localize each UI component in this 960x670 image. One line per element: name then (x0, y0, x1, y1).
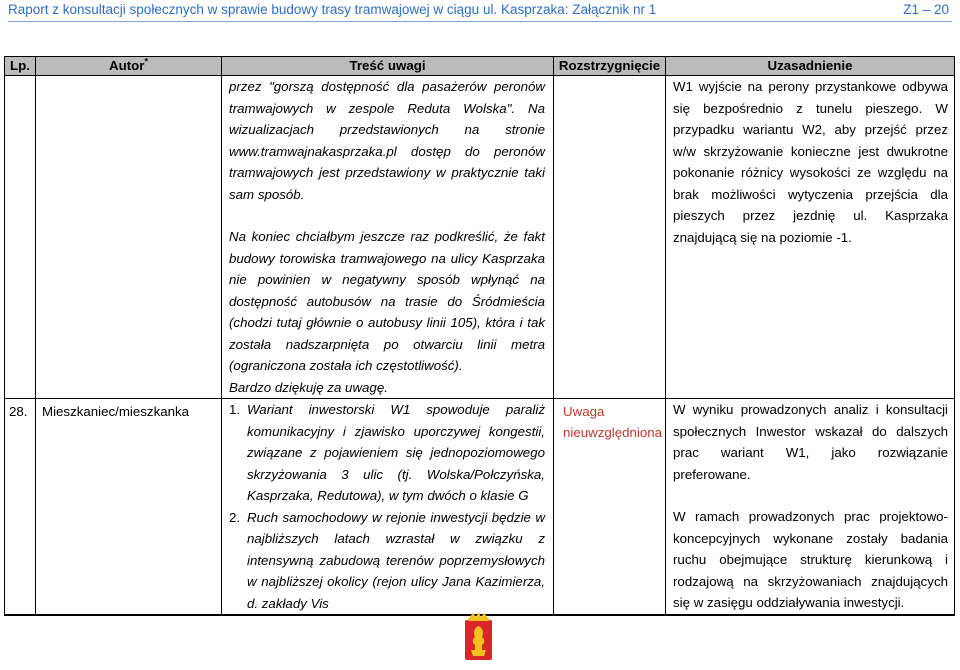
column-header-lp: Lp. (5, 57, 36, 76)
list-number: 1. (229, 402, 241, 417)
cell-autor (36, 76, 222, 399)
cell-autor: Mieszkaniec/mieszkanka (36, 399, 222, 616)
column-header-autor-label: Autor (109, 58, 145, 73)
column-header-tresc: Treść uwagi (222, 57, 554, 76)
comments-table (4, 56, 955, 616)
cell-uzasadnienie (666, 76, 955, 399)
uzasadnienie-paragraph: W wyniku prowadzonych analiz i konsultacji społecznych Inwestor wskazał do dalszych prac wariant W1, jako rozwiązanie preferowane. (673, 402, 948, 482)
cell-tresc (222, 399, 554, 616)
table-header-row (5, 57, 955, 76)
list-item (229, 399, 545, 507)
column-header-uzasadnienie: Uzasadnienie (666, 57, 955, 76)
report-title: Raport z konsultacji społecznych w sprawie budowy trasy tramwajowej w ciągu ul. Kasprzaka: Załącznik nr 1 (8, 2, 657, 17)
warsaw-coat-of-arms-icon (463, 612, 494, 662)
uzasadnienie-paragraph: W ramach prowadzonych prac projektowo-koncepcyjnych wykonane zostały badania ruchu obejmujące strukturę kierunkową i rodzajową na skrzyżowaniach znajdujących się w zasięgu oddziaływania inwestycji. (673, 509, 948, 610)
list-item (229, 507, 545, 615)
list-text: Wariant inwestorski W1 spowoduje paraliż komunikacyjny i zjawisko uporczywej kongestii, związane z pojawieniem się jednopoziomowego skrzyżowania 3 ulic (tj. Wolska/Połczyńska, Kasprzaka, Redutowa), w tym dwóch o klasie G (247, 402, 545, 503)
coat-of-arms-graphic (463, 612, 494, 662)
list-text: Ruch samochodowy w rejonie inwestycji będzie w najbliższych latach wzrastał w związku z intensywną zabudową terenów poprzemysłowych w najbliższej okolicy (rejon ulicy Jana Kazimierza, d. zakłady Vis (247, 509, 545, 611)
tresc-paragraph: przez "gorszą dostępność dla pasażerów peronów tramwajowych w zespole Reduta Wolska". Na wizualizacjach przedstawionych na stronie www.tramwajnakasprzaka.pl dostęp do peronów tramwajowych jest przedstawiony w praktycznie taki sam sposób. (229, 79, 545, 202)
cell-lp (5, 76, 36, 399)
page-header (8, 0, 952, 20)
cell-rozstrzygniecie (554, 76, 666, 399)
cell-lp: 28. (5, 399, 36, 616)
footnote-mark: * (144, 56, 148, 67)
column-header-autor (36, 57, 222, 76)
cell-uzasadnienie (666, 399, 955, 616)
cell-rozstrzygniecie: Uwaga nieuwzględniona (554, 399, 666, 616)
cell-tresc (222, 76, 554, 399)
table-row-continued (5, 76, 955, 399)
page-number: Z1 – 20 (903, 2, 949, 17)
table-row (5, 399, 955, 616)
tresc-paragraph: Na koniec chciałbym jeszcze raz podkreślić, że fakt budowy torowiska tramwajowego na ulicy Kasprzaka nie powinien w negatywny sposób wpłynąć na dostępność autobusów na trasie do Śródmieścia (chodzi tutaj głównie o autobusy linii 105), która i tak została nadszarpnięta po otwarciu linii metra (ograniczona została ich częstotliwość). (229, 229, 545, 373)
header-divider (8, 21, 952, 22)
tresc-paragraph: Bardzo dziękuję za uwagę. (229, 379, 388, 395)
list-number: 2. (229, 509, 241, 525)
uzasadnienie-paragraph: W1 wyjście na perony przystankowe odbywa się bezpośrednio z tunelu pieszego. W przypadku wariantu W2, aby przejść przez w/w skrzyżowanie konieczne jest dwukrotne pokonanie różnicy wysokości ze względu na brak możliwości wytyczenia przejścia dla pieszych przez jezdnię ul. Kasprzaka znajdującą się na poziomie -1. (673, 79, 948, 245)
column-header-rozstrzygniecie: Rozstrzygnięcie (554, 57, 666, 76)
